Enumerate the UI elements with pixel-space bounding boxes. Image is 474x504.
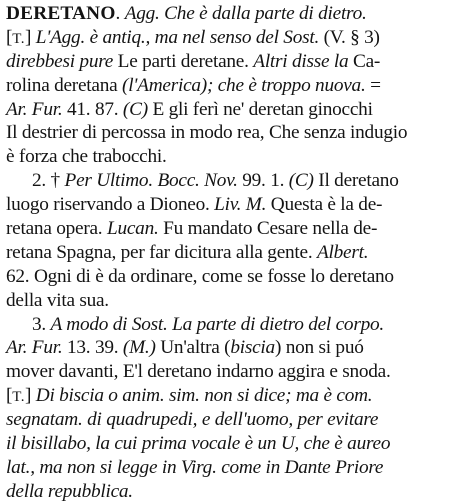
- entry-line: [6, 241, 470, 265]
- text-run: biscia: [230, 337, 275, 359]
- text-run: (l'America); che è troppo nuova.: [122, 74, 366, 96]
- text-run: direbbesi pure: [6, 50, 114, 72]
- text-run: .: [115, 3, 125, 24]
- entry-line: [6, 74, 470, 98]
- text-run: luogo riservando a Dioneo.: [6, 194, 215, 216]
- text-run: retana opera.: [6, 218, 107, 240]
- text-run: 99. 1.: [237, 170, 289, 192]
- text-run: Il deretano: [313, 170, 399, 192]
- entry-line: [6, 456, 470, 480]
- entry-line: [6, 121, 470, 145]
- text-run: A modo di Sost. La parte di dietro del corpo.: [50, 313, 384, 335]
- entry-line: [6, 336, 470, 360]
- text-run: della vita sua.: [6, 289, 109, 311]
- text-run: T.: [12, 30, 25, 47]
- text-run: Fu mandato Cesare nella de-: [158, 218, 378, 240]
- text-run: 2. †: [32, 170, 65, 192]
- text-run: (C): [122, 98, 148, 120]
- text-run: 62. Ogni di è da ordinare, come se fosse lo deretano: [6, 265, 394, 287]
- text-run: (C): [288, 170, 314, 192]
- text-run: Di biscia o anim. sim. non si dice; ma è com.: [35, 385, 373, 407]
- dictionary-entry: [6, 2, 470, 504]
- text-run: Ar. Fur.: [6, 98, 63, 120]
- entry-line: [6, 480, 470, 504]
- text-run: Liv. M.: [214, 194, 267, 216]
- text-run: 13. 39.: [62, 337, 123, 359]
- text-run: 41. 87.: [62, 98, 123, 120]
- text-run: Ar. Fur.: [6, 337, 63, 359]
- text-run: mover davanti, E'l deretano indarno aggira e snoda.: [6, 361, 391, 383]
- entry-line: [6, 432, 470, 456]
- text-run: [: [6, 385, 13, 407]
- text-run: retana Spagna, per far dicitura alla gente.: [6, 241, 317, 263]
- entry-line: [6, 98, 470, 122]
- entry-line: [6, 384, 470, 408]
- headword: DERETANO: [6, 3, 116, 24]
- text-run: (V. § 3): [319, 26, 380, 48]
- text-run: Albert.: [317, 241, 369, 263]
- text-run: Le parti deretane.: [113, 50, 254, 72]
- entry-line: [6, 408, 470, 432]
- text-run: E gli ferì ne' deretan ginocchi: [147, 98, 373, 120]
- text-run: T.: [12, 389, 25, 406]
- text-run: 3.: [32, 313, 51, 335]
- text-run: lat., ma non si legge in Virg. come in Dante Priore: [6, 456, 384, 478]
- text-run: (M.): [122, 337, 156, 359]
- entry-line: [6, 50, 470, 74]
- text-run: ) non si puó: [274, 337, 364, 359]
- text-run: L'Agg. è antiq., ma nel senso del Sost.: [35, 26, 320, 48]
- text-run: Altri disse la: [253, 50, 349, 72]
- entry-line: [6, 289, 470, 313]
- entry-line: [6, 313, 470, 337]
- text-run: =: [365, 74, 381, 96]
- entry-line: [6, 265, 470, 289]
- text-run: è forza che trabocchi.: [6, 146, 167, 168]
- text-run: il bisillabo, la cui prima vocale è un U, che è aureo: [6, 433, 391, 455]
- entry-line: [6, 169, 470, 193]
- text-run: rolina deretana: [6, 74, 123, 96]
- text-run: Per Ultimo. Bocc. Nov.: [64, 170, 238, 192]
- text-run: segnatam. di quadrupedi, e dell'uomo, per evitare: [6, 409, 379, 431]
- text-run: Il destrier di percossa in modo rea, Che senza indugio: [6, 122, 408, 144]
- text-run: Questa è la de-: [266, 194, 383, 216]
- entry-line: [6, 2, 470, 26]
- text-run: Un'altra (: [155, 337, 231, 359]
- text-run: della repubblica.: [6, 480, 133, 502]
- text-run: Ca-: [348, 50, 381, 72]
- entry-line: [6, 360, 470, 384]
- text-run: Agg. Che è dalla parte di dietro.: [124, 3, 367, 24]
- entry-line: [6, 26, 470, 50]
- entry-line: [6, 145, 470, 169]
- text-run: ]: [25, 26, 36, 48]
- entry-line: [6, 193, 470, 217]
- text-run: ]: [25, 385, 36, 407]
- entry-line: [6, 217, 470, 241]
- text-run: Lucan.: [106, 218, 159, 240]
- text-run: [: [6, 26, 13, 48]
